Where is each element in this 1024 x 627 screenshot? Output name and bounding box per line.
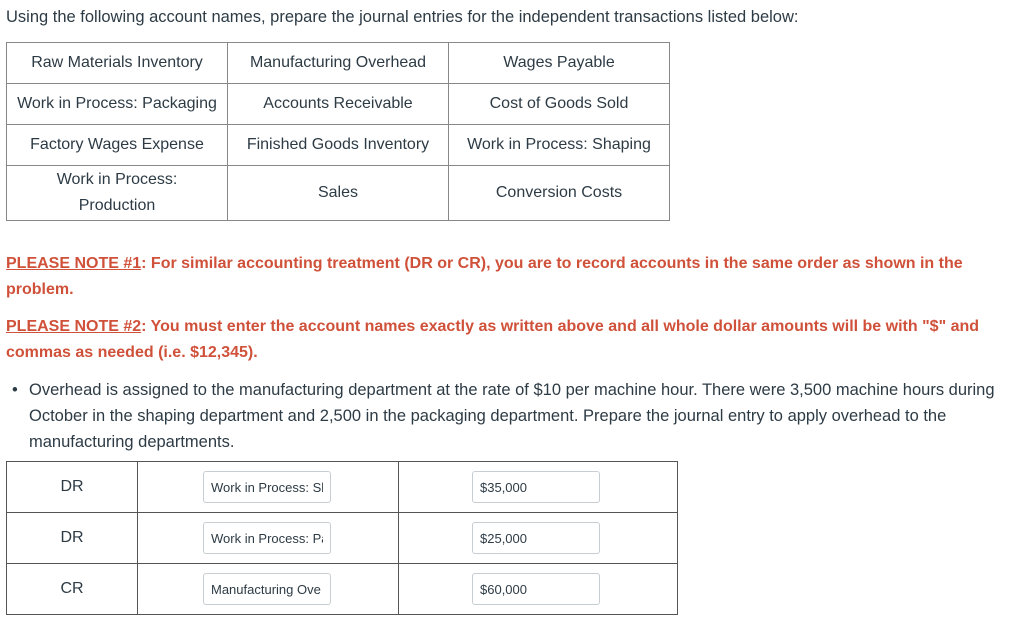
- journal-entry-table: [6, 461, 678, 615]
- account-cell: Raw Materials Inventory: [7, 43, 228, 84]
- table-row: [7, 43, 670, 84]
- account-cell: Accounts Receivable: [228, 84, 449, 125]
- amount-input[interactable]: [472, 573, 600, 605]
- table-row: [7, 84, 670, 125]
- entry-side-label: DR: [7, 513, 138, 564]
- bullet-icon: •: [12, 381, 18, 399]
- note-1-text: : For similar accounting treatment (DR or CR), you are to record accounts in the same order as shown in the problem.: [6, 255, 963, 298]
- account-cell: Factory Wages Expense: [7, 125, 228, 166]
- entry-side-label: CR: [7, 564, 138, 615]
- note-2-label: PLEASE NOTE #2: [6, 318, 142, 335]
- table-row: [7, 462, 678, 513]
- account-cell: Conversion Costs: [449, 166, 670, 221]
- note-1-label: PLEASE NOTE #1: [6, 255, 142, 272]
- amount-input[interactable]: [472, 522, 600, 554]
- note-1: [6, 251, 1006, 303]
- entry-side-label: DR: [7, 462, 138, 513]
- account-cell: Cost of Goods Sold: [449, 84, 670, 125]
- note-2-text: : You must enter the account names exactly as written above and all whole dollar amounts will be with "$" and commas as needed (i.e. $12,345).: [6, 318, 980, 361]
- note-2: [6, 314, 1006, 366]
- table-row: [7, 125, 670, 166]
- account-cell: Sales: [228, 166, 449, 221]
- table-row: [7, 564, 678, 615]
- account-input[interactable]: [203, 573, 331, 605]
- account-cell: Work in Process: Shaping: [449, 125, 670, 166]
- question-text: Overhead is assigned to the manufacturing department at the rate of $10 per machine hour. There were 3,500 machine hours during October in the shaping department and 2,500 in the packaging department. Prepare the journal entry to apply overhead to the manufacturing departments.: [29, 381, 995, 451]
- account-cell: Finished Goods Inventory: [228, 125, 449, 166]
- account-cell: Manufacturing Overhead: [228, 43, 449, 84]
- instructions-text: Using the following account names, prepare the journal entries for the independent transactions listed below:: [6, 8, 799, 26]
- account-cell: Wages Payable: [449, 43, 670, 84]
- account-input[interactable]: [203, 471, 331, 503]
- account-names-table: [6, 42, 670, 221]
- table-row: [7, 513, 678, 564]
- account-cell: Work in Process: Production: [7, 166, 228, 221]
- account-cell: Work in Process: Packaging: [7, 84, 228, 125]
- question-bullet: [12, 377, 1020, 455]
- table-row: [7, 166, 670, 221]
- account-input[interactable]: [203, 522, 331, 554]
- amount-input[interactable]: [472, 471, 600, 503]
